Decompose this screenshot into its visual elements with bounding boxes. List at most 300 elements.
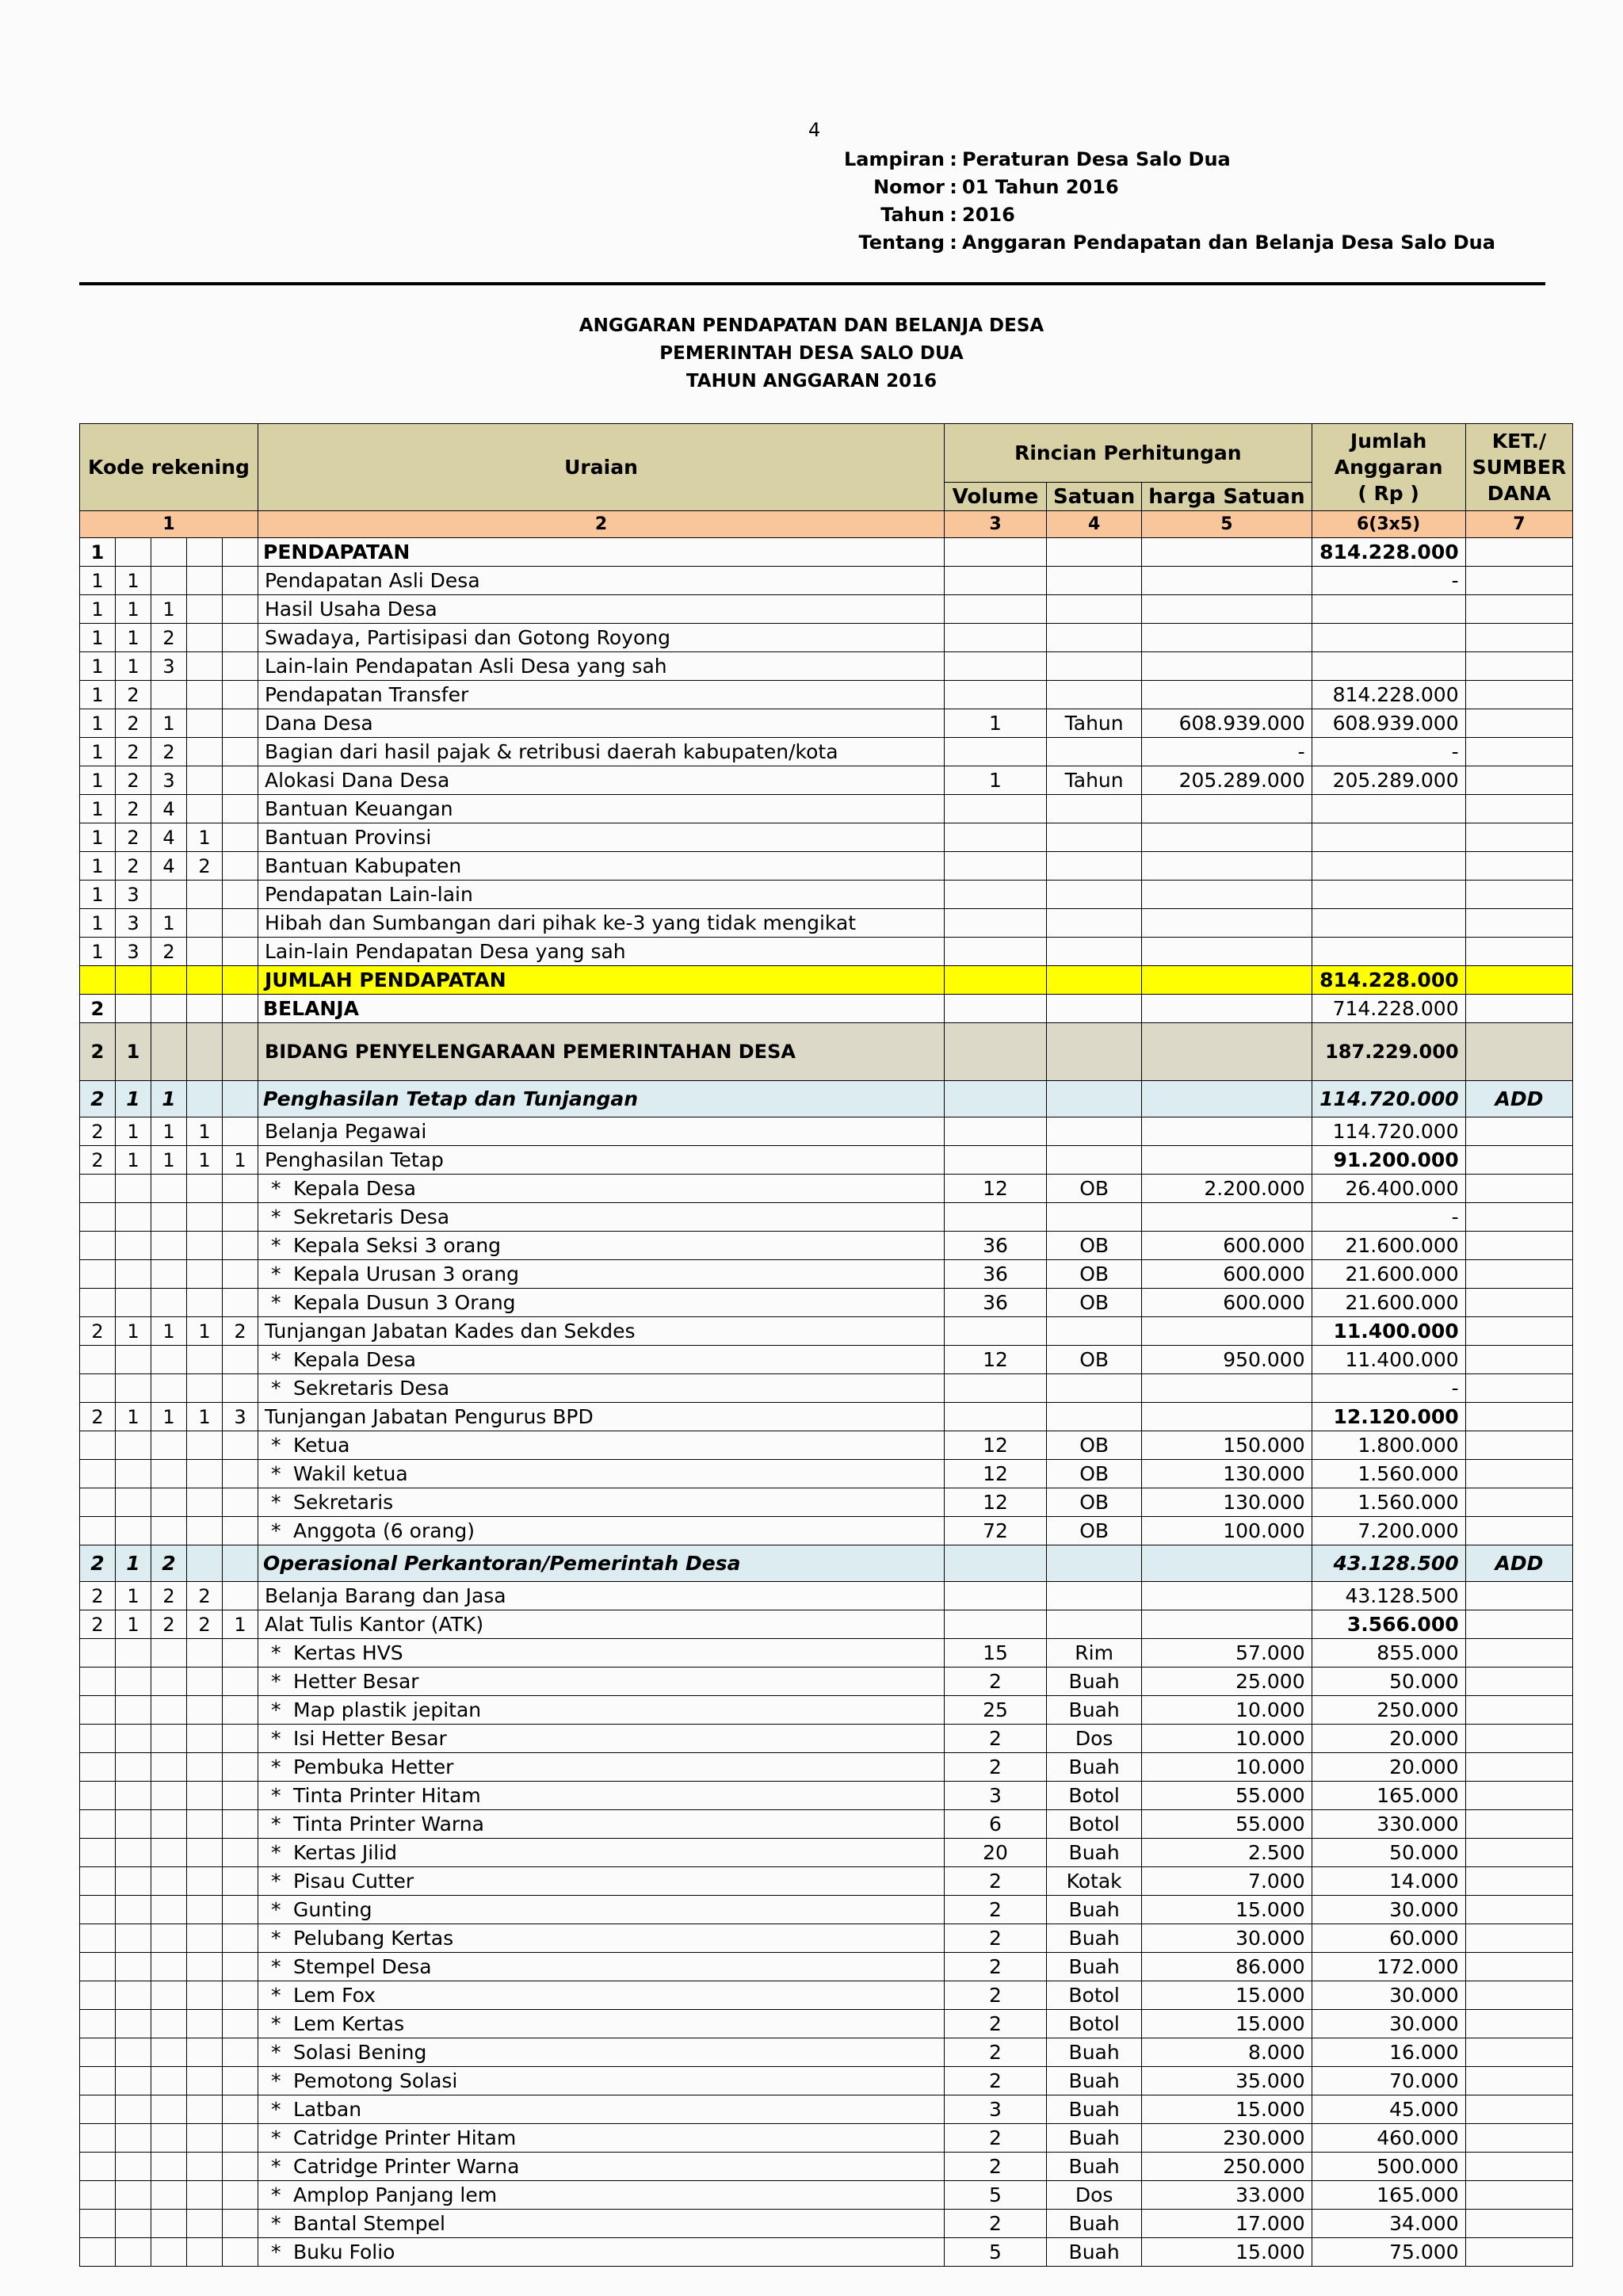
kode-rekening-cell (80, 1668, 116, 1696)
harga-satuan-cell: 2.200.000 (1142, 1175, 1312, 1203)
kode-rekening-cell (116, 2124, 151, 2153)
satuan-cell (1047, 1023, 1142, 1081)
uraian-text: Wakil ketua (293, 1462, 408, 1485)
volume-cell: 1 (945, 709, 1047, 738)
harga-satuan-cell (1142, 823, 1312, 852)
kode-rekening-cell (223, 938, 258, 966)
table-row (80, 1117, 1573, 1146)
jumlah-anggaran-cell (1312, 909, 1465, 938)
sumber-dana-cell (1465, 1232, 1573, 1260)
table-row (80, 1175, 1573, 1203)
volume-cell (945, 995, 1047, 1023)
kode-rekening-cell (151, 1953, 187, 1981)
sumber-dana-cell (1465, 709, 1573, 738)
kode-rekening-cell: 2 (151, 1582, 187, 1610)
kode-rekening-cell: 2 (187, 852, 223, 881)
kode-rekening-cell (223, 1460, 258, 1488)
kode-rekening-cell (116, 1488, 151, 1517)
kode-rekening-cell (151, 966, 187, 995)
table-row (80, 2010, 1573, 2038)
kode-rekening-cell: 1 (187, 1117, 223, 1146)
kode-rekening-cell (187, 995, 223, 1023)
jumlah-anggaran-cell: 60.000 (1312, 1924, 1465, 1953)
uraian-cell (258, 2010, 945, 2038)
satuan-cell: Buah (1047, 2067, 1142, 2095)
uraian-cell (258, 1488, 945, 1517)
uraian-cell (258, 1810, 945, 1839)
kode-rekening-cell (223, 1839, 258, 1867)
volume-cell (945, 652, 1047, 681)
sumber-dana-cell (1465, 1374, 1573, 1403)
jumlah-anggaran-cell: 30.000 (1312, 2010, 1465, 2038)
table-row (80, 881, 1573, 909)
kode-rekening-cell (187, 567, 223, 595)
jumlah-anggaran-cell: 20.000 (1312, 1753, 1465, 1782)
kode-rekening-cell (187, 681, 223, 709)
kode-rekening-cell (116, 1981, 151, 2010)
table-row (80, 624, 1573, 652)
uraian-cell (258, 1346, 945, 1374)
uraian-text: Kepala Seksi 3 orang (293, 1234, 502, 1257)
bullet-marker: * (271, 1641, 281, 1664)
satuan-cell (1047, 852, 1142, 881)
satuan-cell: Buah (1047, 2124, 1142, 2153)
volume-cell (945, 1203, 1047, 1232)
table-row (80, 595, 1573, 624)
kode-rekening-cell (223, 2095, 258, 2124)
kode-rekening-cell (80, 1488, 116, 1517)
harga-satuan-cell: - (1142, 738, 1312, 766)
jumlah-anggaran-cell: 1.800.000 (1312, 1431, 1465, 1460)
jumlah-anggaran-cell: 7.200.000 (1312, 1517, 1465, 1545)
kode-rekening-cell (187, 1460, 223, 1488)
volume-cell: 1 (945, 766, 1047, 795)
kode-rekening-cell: 1 (80, 681, 116, 709)
satuan-cell: Botol (1047, 1981, 1142, 2010)
kode-rekening-cell (80, 2124, 116, 2153)
jumlah-anggaran-cell: 114.720.000 (1312, 1117, 1465, 1146)
kode-rekening-cell (187, 966, 223, 995)
kode-rekening-cell (223, 2153, 258, 2181)
satuan-cell: Buah (1047, 1953, 1142, 1981)
kode-rekening-cell (187, 2095, 223, 2124)
lampiran-row (832, 146, 1495, 174)
kode-rekening-cell (80, 2210, 116, 2238)
volume-cell (945, 538, 1047, 567)
uraian-text: Anggota (6 orang) (293, 1519, 475, 1542)
volume-cell: 72 (945, 1517, 1047, 1545)
kode-rekening-cell (80, 1953, 116, 1981)
kode-rekening-cell (80, 1981, 116, 2010)
header-ket-sumber-dana: KET./ SUMBER DANA (1465, 424, 1573, 511)
jumlah-anggaran-cell: - (1312, 738, 1465, 766)
kode-rekening-cell (187, 1782, 223, 1810)
uraian-cell: Bantuan Kabupaten (258, 852, 945, 881)
uraian-text: Stempel Desa (293, 1955, 432, 1978)
kode-rekening-cell: 2 (187, 1610, 223, 1639)
jumlah-anggaran-cell: 30.000 (1312, 1896, 1465, 1924)
jumlah-anggaran-cell: 12.120.000 (1312, 1403, 1465, 1431)
table-row (80, 1668, 1573, 1696)
lampiran-value: 01 Tahun 2016 (962, 176, 1119, 198)
kode-rekening-cell (223, 538, 258, 567)
lampiran-key: Tentang (858, 231, 945, 254)
sumber-dana-cell (1465, 652, 1573, 681)
satuan-cell (1047, 1117, 1142, 1146)
sumber-dana-cell (1465, 1460, 1573, 1488)
uraian-text: Kepala Dusun 3 Orang (293, 1291, 516, 1314)
kode-rekening-cell (116, 538, 151, 567)
lampiran-key: Tahun (880, 204, 945, 226)
kode-rekening-cell (116, 1431, 151, 1460)
jumlah-anggaran-cell (1312, 624, 1465, 652)
uraian-text: Pelubang Kertas (293, 1927, 454, 1950)
kode-rekening-cell: 2 (116, 766, 151, 795)
uraian-cell: Belanja Barang dan Jasa (258, 1582, 945, 1610)
kode-rekening-cell (116, 2210, 151, 2238)
volume-cell: 2 (945, 1753, 1047, 1782)
satuan-cell: Buah (1047, 1753, 1142, 1782)
kode-rekening-cell (187, 1023, 223, 1081)
satuan-cell (1047, 1403, 1142, 1431)
kode-rekening-cell (151, 1782, 187, 1810)
volume-cell (945, 624, 1047, 652)
kode-rekening-cell (187, 1810, 223, 1839)
sumber-dana-cell (1465, 2010, 1573, 2038)
sumber-dana-cell (1465, 1117, 1573, 1146)
kode-rekening-cell (223, 1582, 258, 1610)
kode-rekening-cell (223, 738, 258, 766)
satuan-cell: Rim (1047, 1639, 1142, 1668)
harga-satuan-cell: 10.000 (1142, 1753, 1312, 1782)
satuan-cell (1047, 1203, 1142, 1232)
jumlah-anggaran-cell: 814.228.000 (1312, 966, 1465, 995)
jumlah-anggaran-cell: 250.000 (1312, 1696, 1465, 1725)
kode-rekening-cell (151, 1725, 187, 1753)
lampiran-colon: : (949, 204, 957, 226)
kode-rekening-cell (223, 1203, 258, 1232)
uraian-cell: Pendapatan Lain-lain (258, 881, 945, 909)
uraian-cell: BELANJA (258, 995, 945, 1023)
table-row (80, 995, 1573, 1023)
table-row (80, 1725, 1573, 1753)
kode-rekening-cell (116, 1782, 151, 1810)
kode-rekening-cell (223, 1725, 258, 1753)
harga-satuan-cell (1142, 1582, 1312, 1610)
uraian-text: Gunting (293, 1898, 372, 1921)
sumber-dana-cell (1465, 2238, 1573, 2267)
jumlah-anggaran-cell: 165.000 (1312, 2181, 1465, 2210)
harga-satuan-cell: 17.000 (1142, 2210, 1312, 2238)
kode-rekening-cell: 2 (80, 1403, 116, 1431)
uraian-cell: PENDAPATAN (258, 538, 945, 567)
kode-rekening-cell (223, 652, 258, 681)
uraian-cell (258, 1232, 945, 1260)
satuan-cell: Buah (1047, 1668, 1142, 1696)
uraian-cell: Tunjangan Jabatan Pengurus BPD (258, 1403, 945, 1431)
jumlah-anggaran-cell (1312, 795, 1465, 823)
harga-satuan-cell: 230.000 (1142, 2124, 1312, 2153)
uraian-cell (258, 1668, 945, 1696)
sumber-dana-cell (1465, 624, 1573, 652)
satuan-cell (1047, 966, 1142, 995)
harga-satuan-cell: 86.000 (1142, 1953, 1312, 1981)
kode-rekening-cell (223, 624, 258, 652)
column-number-5: 5 (1142, 511, 1312, 538)
uraian-cell (258, 1896, 945, 1924)
bullet-marker: * (271, 1291, 281, 1314)
kode-rekening-cell (223, 1260, 258, 1289)
harga-satuan-cell (1142, 595, 1312, 624)
volume-cell: 12 (945, 1488, 1047, 1517)
kode-rekening-cell (116, 2153, 151, 2181)
uraian-text: Kertas Jilid (293, 1841, 397, 1864)
kode-rekening-cell (223, 2038, 258, 2067)
sumber-dana-cell (1465, 1023, 1573, 1081)
kode-rekening-cell (116, 1232, 151, 1260)
satuan-cell (1047, 1610, 1142, 1639)
satuan-cell (1047, 881, 1142, 909)
volume-cell (945, 795, 1047, 823)
harga-satuan-cell: 25.000 (1142, 1668, 1312, 1696)
table-row (80, 1610, 1573, 1639)
kode-rekening-cell (151, 1023, 187, 1081)
kode-rekening-cell (187, 881, 223, 909)
kode-rekening-cell (151, 1346, 187, 1374)
jumlah-anggaran-cell: 460.000 (1312, 2124, 1465, 2153)
sumber-dana-cell (1465, 1175, 1573, 1203)
uraian-cell: Penghasilan Tetap (258, 1146, 945, 1175)
kode-rekening-cell (223, 1488, 258, 1517)
sumber-dana-cell (1465, 938, 1573, 966)
volume-cell (945, 1545, 1047, 1582)
kode-rekening-cell (223, 1081, 258, 1117)
jumlah-anggaran-cell: 165.000 (1312, 1782, 1465, 1810)
kode-rekening-cell (223, 1924, 258, 1953)
jumlah-anggaran-cell: 34.000 (1312, 2210, 1465, 2238)
bullet-marker: * (271, 1727, 281, 1750)
table-row (80, 2095, 1573, 2124)
kode-rekening-cell (187, 1175, 223, 1203)
table-row (80, 1460, 1573, 1488)
satuan-cell: Botol (1047, 1782, 1142, 1810)
uraian-cell: Pendapatan Asli Desa (258, 567, 945, 595)
kode-rekening-cell (116, 1924, 151, 1953)
kode-rekening-cell (151, 567, 187, 595)
uraian-cell (258, 2210, 945, 2238)
table-row (80, 1374, 1573, 1403)
jumlah-anggaran-cell: 43.128.500 (1312, 1545, 1465, 1582)
lampiran-value: Anggaran Pendapatan dan Belanja Desa Salo Dua (962, 231, 1495, 254)
uraian-text: Sekretaris (293, 1491, 394, 1514)
bullet-marker: * (271, 1434, 281, 1457)
kode-rekening-cell (223, 966, 258, 995)
kode-rekening-cell (151, 2124, 187, 2153)
table-row (80, 1981, 1573, 2010)
kode-rekening-cell: 1 (80, 938, 116, 966)
kode-rekening-cell: 1 (151, 1317, 187, 1346)
table-row (80, 538, 1573, 567)
kode-rekening-cell: 1 (116, 1403, 151, 1431)
volume-cell: 25 (945, 1696, 1047, 1725)
table-row (80, 1896, 1573, 1924)
kode-rekening-cell: 1 (80, 823, 116, 852)
uraian-cell (258, 1460, 945, 1488)
sumber-dana-cell (1465, 995, 1573, 1023)
kode-rekening-cell (151, 1896, 187, 1924)
harga-satuan-cell: 600.000 (1142, 1260, 1312, 1289)
satuan-cell (1047, 1374, 1142, 1403)
kode-rekening-cell (116, 1810, 151, 1839)
table-row (80, 709, 1573, 738)
kode-rekening-cell: 2 (80, 1146, 116, 1175)
table-row (80, 1260, 1573, 1289)
jumlah-anggaran-cell: - (1312, 1203, 1465, 1232)
uraian-cell (258, 1203, 945, 1232)
kode-rekening-cell (187, 624, 223, 652)
sumber-dana-cell (1465, 795, 1573, 823)
kode-rekening-cell: 3 (151, 766, 187, 795)
harga-satuan-cell (1142, 681, 1312, 709)
lampiran-colon: : (949, 148, 957, 170)
satuan-cell: Buah (1047, 1924, 1142, 1953)
harga-satuan-cell (1142, 1545, 1312, 1582)
kode-rekening-cell (80, 1810, 116, 1839)
harga-satuan-cell (1142, 1374, 1312, 1403)
bullet-marker: * (271, 2212, 281, 2235)
kode-rekening-cell: 2 (151, 938, 187, 966)
harga-satuan-cell (1142, 567, 1312, 595)
kode-rekening-cell (80, 1517, 116, 1545)
kode-rekening-cell (187, 1753, 223, 1782)
kode-rekening-cell: 2 (116, 738, 151, 766)
volume-cell: 36 (945, 1289, 1047, 1317)
table-row (80, 1810, 1573, 1839)
kode-rekening-cell (151, 1203, 187, 1232)
volume-cell: 3 (945, 2095, 1047, 2124)
bullet-marker: * (271, 1927, 281, 1950)
kode-rekening-cell (116, 2238, 151, 2267)
table-row (80, 2038, 1573, 2067)
satuan-cell: Botol (1047, 2010, 1142, 2038)
kode-rekening-cell (80, 1460, 116, 1488)
jumlah-anggaran-cell: 91.200.000 (1312, 1146, 1465, 1175)
satuan-cell (1047, 909, 1142, 938)
sumber-dana-cell (1465, 823, 1573, 852)
satuan-cell: OB (1047, 1346, 1142, 1374)
harga-satuan-cell: 608.939.000 (1142, 709, 1312, 738)
kode-rekening-cell: 1 (187, 823, 223, 852)
jumlah-anggaran-cell (1312, 881, 1465, 909)
jumlah-anggaran-cell: 14.000 (1312, 1867, 1465, 1896)
uraian-cell (258, 1753, 945, 1782)
kode-rekening-cell (223, 995, 258, 1023)
volume-cell (945, 852, 1047, 881)
kode-rekening-cell (80, 1260, 116, 1289)
kode-rekening-cell (187, 2153, 223, 2181)
kode-rekening-cell: 1 (116, 1545, 151, 1582)
column-number-6: 6(3x5) (1312, 511, 1465, 538)
table-row (80, 652, 1573, 681)
harga-satuan-cell: 130.000 (1142, 1460, 1312, 1488)
title-line-1: ANGGARAN PENDAPATAN DAN BELANJA DESA (579, 315, 1044, 336)
sumber-dana-cell (1465, 1317, 1573, 1346)
volume-cell (945, 681, 1047, 709)
bullet-marker: * (271, 1813, 281, 1836)
satuan-cell: Buah (1047, 1839, 1142, 1867)
kode-rekening-cell (80, 1753, 116, 1782)
kode-rekening-cell (80, 2010, 116, 2038)
table-row (80, 1488, 1573, 1517)
jumlah-anggaran-cell: 75.000 (1312, 2238, 1465, 2267)
uraian-cell: Alokasi Dana Desa (258, 766, 945, 795)
volume-cell: 3 (945, 1782, 1047, 1810)
kode-rekening-cell (151, 2210, 187, 2238)
kode-rekening-cell: 1 (116, 1081, 151, 1117)
kode-rekening-cell: 1 (116, 624, 151, 652)
kode-rekening-cell (80, 1725, 116, 1753)
kode-rekening-cell: 1 (116, 567, 151, 595)
jumlah-anggaran-cell: 20.000 (1312, 1725, 1465, 1753)
kode-rekening-cell (187, 538, 223, 567)
harga-satuan-cell: 15.000 (1142, 2010, 1312, 2038)
volume-cell: 12 (945, 1346, 1047, 1374)
lampiran-value: 2016 (962, 204, 1015, 226)
jumlah-anggaran-cell: 70.000 (1312, 2067, 1465, 2095)
table-row (80, 2124, 1573, 2153)
satuan-cell: Buah (1047, 2095, 1142, 2124)
satuan-cell (1047, 738, 1142, 766)
satuan-cell: Buah (1047, 1696, 1142, 1725)
kode-rekening-cell (223, 2238, 258, 2267)
kode-rekening-cell (187, 1289, 223, 1317)
kode-rekening-cell (151, 1232, 187, 1260)
kode-rekening-cell: 2 (116, 681, 151, 709)
volume-cell (945, 966, 1047, 995)
satuan-cell: OB (1047, 1517, 1142, 1545)
uraian-cell (258, 1374, 945, 1403)
sumber-dana-cell (1465, 1403, 1573, 1431)
sumber-dana-cell (1465, 1839, 1573, 1867)
kode-rekening-cell (187, 2067, 223, 2095)
kode-rekening-cell (151, 1460, 187, 1488)
harga-satuan-cell (1142, 652, 1312, 681)
table-row (80, 1289, 1573, 1317)
kode-rekening-cell (116, 1753, 151, 1782)
harga-satuan-cell (1142, 909, 1312, 938)
uraian-text: Pembuka Hetter (293, 1755, 454, 1778)
header-divider (79, 282, 1545, 285)
table-row (80, 681, 1573, 709)
kode-rekening-cell (223, 1374, 258, 1403)
sumber-dana-cell (1465, 567, 1573, 595)
jumlah-anggaran-cell: 714.228.000 (1312, 995, 1465, 1023)
satuan-cell: OB (1047, 1232, 1142, 1260)
bullet-marker: * (271, 1755, 281, 1778)
table-row (80, 2238, 1573, 2267)
harga-satuan-cell: 10.000 (1142, 1725, 1312, 1753)
sumber-dana-cell (1465, 1431, 1573, 1460)
harga-satuan-cell: 15.000 (1142, 2238, 1312, 2267)
uraian-cell (258, 1639, 945, 1668)
satuan-cell: Buah (1047, 2210, 1142, 2238)
table-row (80, 1023, 1573, 1081)
uraian-cell (258, 1725, 945, 1753)
bullet-marker: * (271, 1205, 281, 1228)
harga-satuan-cell: 57.000 (1142, 1639, 1312, 1668)
volume-cell: 36 (945, 1260, 1047, 1289)
satuan-cell (1047, 1081, 1142, 1117)
